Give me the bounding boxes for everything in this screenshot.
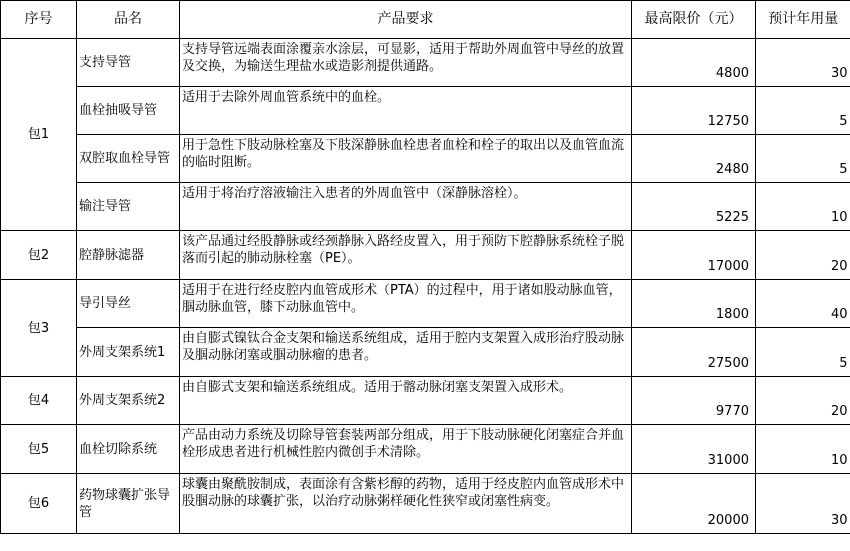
package-label: 包2 <box>1 231 77 280</box>
table-row <box>1 39 850 87</box>
product-name: 导引导丝 <box>77 280 180 328</box>
product-requirement: 由自膨式支架和输送系统组成。适用于髂动脉闭塞支架置入成形术。 <box>180 377 632 425</box>
product-requirement: 适用于去除外周血管系统中的血栓。 <box>180 87 632 135</box>
max-price: 1800 <box>632 280 756 328</box>
table-row <box>1 135 850 183</box>
product-requirement: 用于急性下肢动脉栓塞及下肢深静脉血栓患者血栓和栓子的取出以及血管血流的临时阻断。 <box>180 135 632 183</box>
package-label: 包6 <box>1 474 77 534</box>
annual-qty: 5 <box>756 87 850 135</box>
table-row <box>1 377 850 425</box>
max-price: 27500 <box>632 328 756 377</box>
annual-qty: 20 <box>756 377 850 425</box>
header-qty: 预计年用量 <box>756 1 850 39</box>
product-name: 输注导管 <box>77 183 180 231</box>
product-requirement: 该产品通过经股静脉或经颈静脉入路经皮置入，用于预防下腔静脉系统栓子脱落而引起的肺动脉栓塞（PE）。 <box>180 231 632 280</box>
product-requirement: 球囊由聚酰胺制成，表面涂有含紫杉醇的药物，适用于经皮腔内血管成形术中股腘动脉的球囊扩张，以治疗动脉粥样硬化性狭窄或闭塞性病变。 <box>180 474 632 534</box>
package-label: 包3 <box>1 280 77 377</box>
header-name: 品名 <box>77 1 180 39</box>
table-row <box>1 328 850 377</box>
product-name: 血栓切除系统 <box>77 425 180 474</box>
annual-qty: 5 <box>756 328 850 377</box>
table-row <box>1 425 850 474</box>
product-requirement: 产品由动力系统及切除导管套装两部分组成，用于下肢动脉硬化闭塞症合并血栓形成患者进行机械性腔内微创手术清除。 <box>180 425 632 474</box>
product-name: 双腔取血栓导管 <box>77 135 180 183</box>
product-requirement: 适用于在进行经皮腔内血管成形术（PTA）的过程中，用于诸如股动脉血管，腘动脉血管，膝下动脉血管中。 <box>180 280 632 328</box>
max-price: 17000 <box>632 231 756 280</box>
annual-qty: 20 <box>756 231 850 280</box>
header-no: 序号 <box>1 1 77 39</box>
product-name: 腔静脉滤器 <box>77 231 180 280</box>
annual-qty: 10 <box>756 183 850 231</box>
product-name: 药物球囊扩张导管 <box>77 474 180 534</box>
max-price: 20000 <box>632 474 756 534</box>
product-name: 外周支架系统1 <box>77 328 180 377</box>
header-price: 最高限价（元） <box>632 1 756 39</box>
max-price: 4800 <box>632 39 756 87</box>
header-row <box>1 1 850 39</box>
product-name: 血栓抽吸导管 <box>77 87 180 135</box>
header-requirement: 产品要求 <box>180 1 632 39</box>
package-label: 包5 <box>1 425 77 474</box>
product-name: 外周支架系统2 <box>77 377 180 425</box>
package-label: 包4 <box>1 377 77 425</box>
max-price: 31000 <box>632 425 756 474</box>
annual-qty: 5 <box>756 135 850 183</box>
annual-qty: 30 <box>756 474 850 534</box>
table-row <box>1 280 850 328</box>
product-requirement: 支持导管远端表面涂覆亲水涂层，可显影，适用于帮助外周血管中导丝的放置及交换，为输送生理盐水或造影剂提供通路。 <box>180 39 632 87</box>
table-row <box>1 183 850 231</box>
table-row <box>1 87 850 135</box>
max-price: 12750 <box>632 87 756 135</box>
table-row <box>1 474 850 534</box>
product-name: 支持导管 <box>77 39 180 87</box>
product-requirement: 适用于将治疗溶液输注入患者的外周血管中（深静脉溶栓）。 <box>180 183 632 231</box>
annual-qty: 10 <box>756 425 850 474</box>
max-price: 5225 <box>632 183 756 231</box>
table-row <box>1 231 850 280</box>
max-price: 9770 <box>632 377 756 425</box>
package-label: 包1 <box>1 39 77 231</box>
product-requirement: 由自膨式镍钛合金支架和输送系统组成，适用于腔内支架置入成形治疗股动脉及腘动脉闭塞或腘动脉瘤的患者。 <box>180 328 632 377</box>
annual-qty: 40 <box>756 280 850 328</box>
max-price: 2480 <box>632 135 756 183</box>
annual-qty: 30 <box>756 39 850 87</box>
